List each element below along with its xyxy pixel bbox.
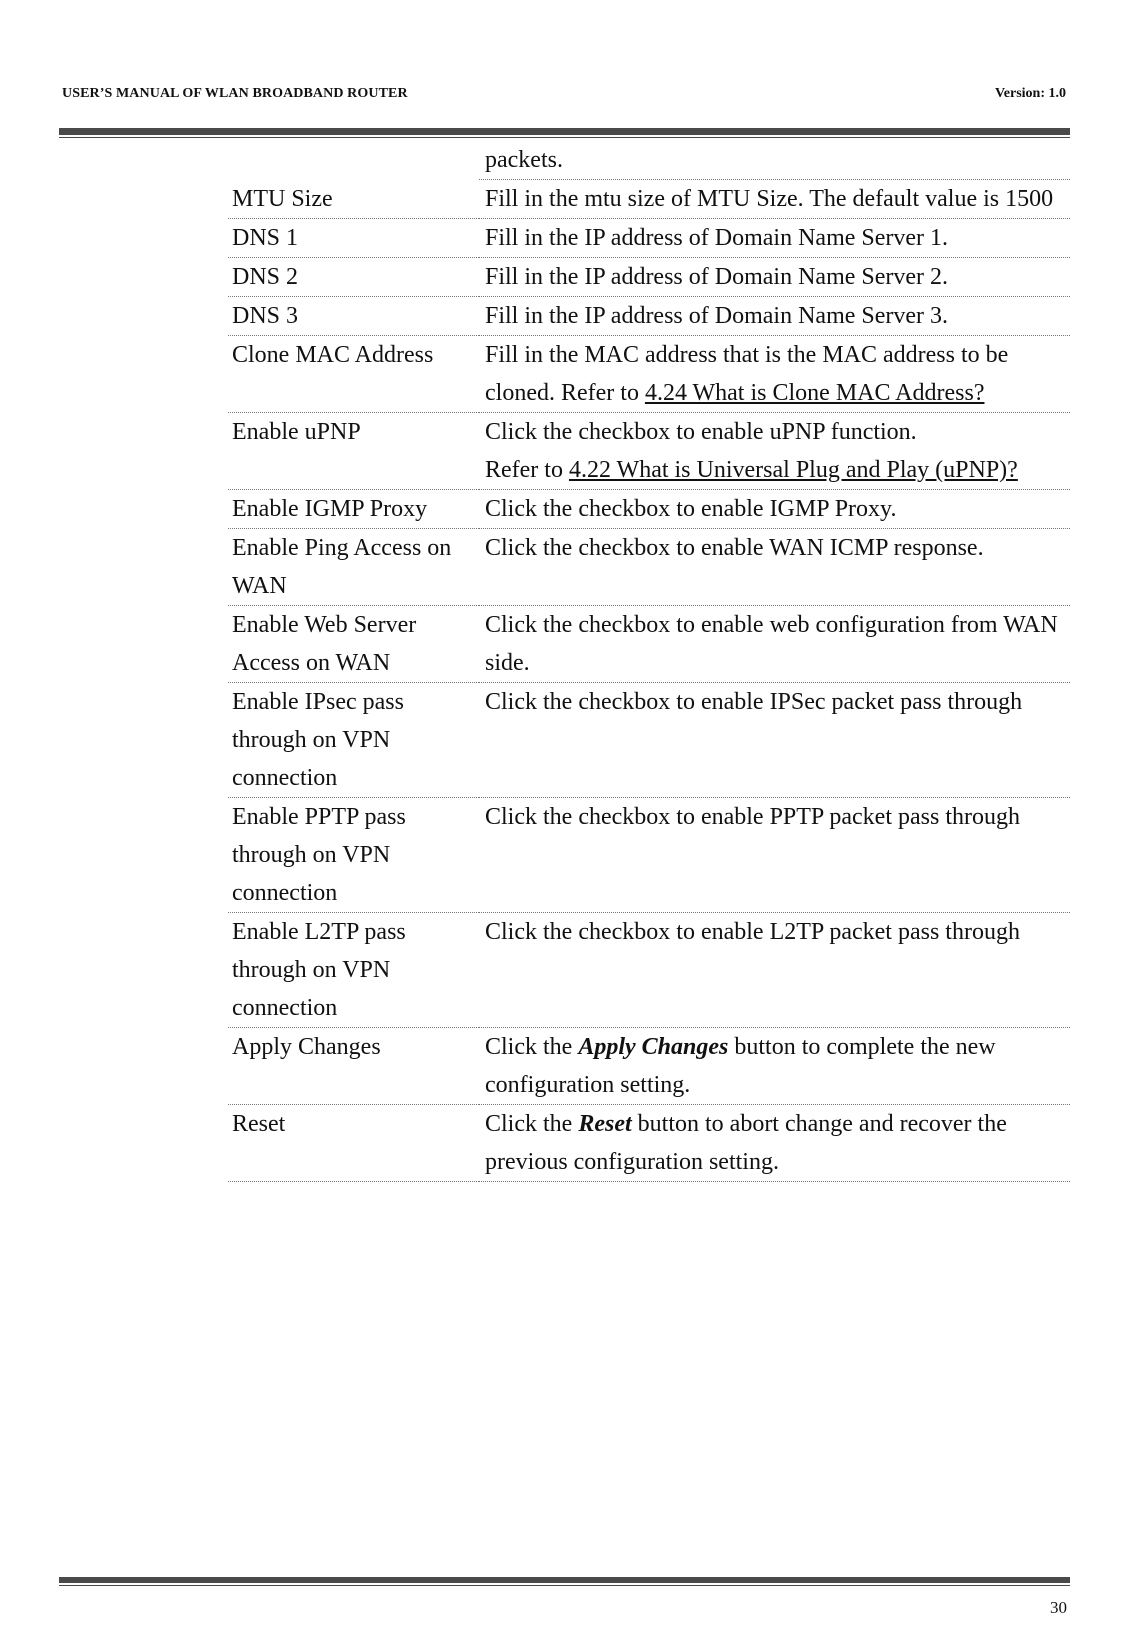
table-row [228, 141, 1070, 180]
setting-name: DNS 3 [228, 297, 479, 336]
table-row [228, 219, 1070, 258]
header-title: USER’S MANUAL OF WLAN BROADBAND ROUTER [62, 86, 408, 101]
table-row [228, 683, 1070, 798]
description-text: button to complete the new configuration setting. [485, 1034, 996, 1098]
setting-description: Click the checkbox to enable WAN ICMP response. [479, 529, 1070, 606]
setting-description [479, 413, 1070, 490]
footer-rule [59, 1577, 1070, 1586]
reset-emphasis: Reset [578, 1111, 632, 1137]
page-number: 30 [1050, 1598, 1067, 1617]
upnp-reference-link[interactable]: 4.22 What is Universal Plug and Play (uPNP)? [568, 457, 1018, 483]
setting-description: Fill in the IP address of Domain Name Server 1. [479, 219, 1070, 258]
setting-description: Fill in the IP address of Domain Name Server 2. [479, 258, 1070, 297]
table-row [228, 606, 1070, 683]
setting-name: Clone MAC Address [228, 336, 479, 413]
setting-description: Click the checkbox to enable IPSec packet pass through [479, 683, 1070, 798]
header-version: Version: 1.0 [994, 86, 1066, 101]
setting-name [228, 141, 479, 180]
setting-name: Enable Ping Access on WAN [228, 529, 479, 606]
setting-name: Enable IPsec pass through on VPN connection [228, 683, 479, 798]
setting-description: Click the checkbox to enable IGMP Proxy. [479, 490, 1070, 529]
table-row [228, 297, 1070, 336]
table-row [228, 413, 1070, 490]
table-row [228, 913, 1070, 1028]
setting-name: Enable PPTP pass through on VPN connection [228, 798, 479, 913]
table-row [228, 490, 1070, 529]
table-row [228, 1105, 1070, 1182]
setting-name: MTU Size [228, 180, 479, 219]
setting-description [479, 336, 1070, 413]
header-rule [59, 128, 1070, 138]
setting-name: Enable Web Server Access on WAN [228, 606, 479, 683]
settings-table [228, 141, 1070, 1182]
clone-mac-reference-link[interactable]: 4.24 What is Clone MAC Address? [644, 380, 985, 406]
setting-description: Click the checkbox to enable L2TP packet pass through [479, 913, 1070, 1028]
setting-name: Enable L2TP pass through on VPN connection [228, 913, 479, 1028]
description-text: Click the [485, 1111, 579, 1137]
description-text: Click the [485, 1034, 579, 1060]
description-text: Refer to [485, 457, 569, 483]
description-text: Click the checkbox to enable uPNP function. [485, 419, 917, 445]
setting-description: Click the checkbox to enable PPTP packet pass through [479, 798, 1070, 913]
setting-name: Reset [228, 1105, 479, 1182]
table-row [228, 529, 1070, 606]
setting-description: Fill in the IP address of Domain Name Server 3. [479, 297, 1070, 336]
setting-name: DNS 1 [228, 219, 479, 258]
setting-name: Enable IGMP Proxy [228, 490, 479, 529]
table-row [228, 336, 1070, 413]
setting-name: Enable uPNP [228, 413, 479, 490]
setting-description: packets. [479, 141, 1070, 180]
table-row [228, 180, 1070, 219]
setting-description: Fill in the mtu size of MTU Size. The default value is 1500 [479, 180, 1070, 219]
setting-description: Click the checkbox to enable web configuration from WAN side. [479, 606, 1070, 683]
setting-description [479, 1028, 1070, 1105]
apply-changes-emphasis: Apply Changes [578, 1034, 729, 1060]
setting-name: DNS 2 [228, 258, 479, 297]
description-text: button to abort change and recover the previous configuration setting. [485, 1111, 1007, 1175]
setting-description [479, 1105, 1070, 1182]
table-row [228, 258, 1070, 297]
setting-name: Apply Changes [228, 1028, 479, 1105]
description-text: Fill in the MAC address that is the MAC address to be cloned. Refer to [485, 342, 1009, 406]
table-row [228, 798, 1070, 913]
table-row [228, 1028, 1070, 1105]
